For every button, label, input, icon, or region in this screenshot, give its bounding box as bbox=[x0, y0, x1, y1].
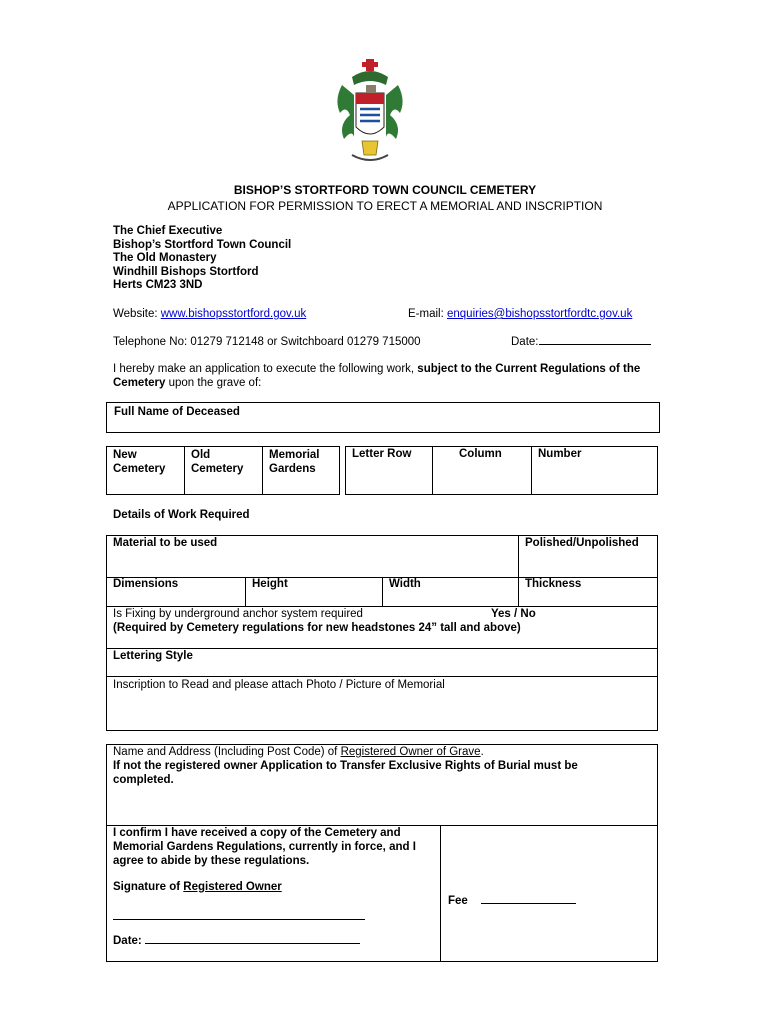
signature-label: Signature of Registered Owner bbox=[113, 881, 282, 893]
lettering-style-field[interactable]: Lettering Style bbox=[113, 650, 193, 662]
council-address bbox=[113, 225, 291, 293]
address-line: Windhill Bishops Stortford bbox=[113, 265, 259, 278]
website-row: Website: www.bishopsstortford.gov.uk bbox=[113, 308, 307, 320]
fixing-question: Is Fixing by underground anchor system required bbox=[113, 608, 363, 620]
height-field[interactable]: Height bbox=[252, 578, 288, 590]
telephone-text: Telephone No: 01279 712148 or Switchboard 01279 715000 bbox=[113, 336, 421, 348]
address-line: Herts CM23 3ND bbox=[113, 279, 203, 292]
fee-field[interactable]: Fee bbox=[448, 895, 576, 907]
material-field[interactable]: Material to be used bbox=[113, 537, 218, 549]
inscription-field[interactable]: Inscription to Read and please attach Photo / Picture of Memorial bbox=[113, 679, 445, 691]
work-heading: Details of Work Required bbox=[113, 509, 250, 521]
intro-paragraph: I hereby make an application to execute the following work, subject to the Current Regulations of the Cemetery upon the grave of: bbox=[113, 363, 641, 389]
column-field[interactable]: Column bbox=[459, 448, 502, 460]
confirm-date-field[interactable]: Date: bbox=[113, 935, 360, 947]
form-subtitle: APPLICATION FOR PERMISSION TO ERECT A MEMORIAL AND INSCRIPTION bbox=[167, 199, 603, 213]
deceased-name-field[interactable]: Full Name of Deceased bbox=[106, 402, 660, 433]
thickness-field[interactable]: Thickness bbox=[525, 578, 582, 590]
address-line: The Chief Executive bbox=[113, 225, 223, 237]
email-row: E-mail: enquiries@bishopsstortfordtc.gov.uk bbox=[408, 308, 633, 320]
memorial-gardens-option[interactable]: Memorial Gardens bbox=[269, 449, 320, 475]
signature-line[interactable] bbox=[113, 919, 365, 920]
polished-field[interactable]: Polished/Unpolished bbox=[525, 537, 639, 549]
address-line: The Old Monastery bbox=[113, 252, 217, 265]
old-cemetery-option[interactable]: Old Cemetery bbox=[191, 449, 244, 475]
council-crest-logo bbox=[330, 55, 410, 170]
form-title: BISHOP’S STORTFORD TOWN COUNCIL CEMETERY bbox=[233, 183, 537, 197]
email-link[interactable]: enquiries@bishopsstortfordtc.gov.uk bbox=[446, 308, 633, 320]
number-field[interactable]: Number bbox=[538, 448, 582, 460]
width-field[interactable]: Width bbox=[389, 578, 421, 590]
new-cemetery-option[interactable]: New Cemetery bbox=[113, 449, 166, 475]
confirm-statement: I confirm I have received a copy of the Cemetery and Memorial Gardens Regulations, currently in force, and I agree to abide by these regulations. bbox=[113, 827, 416, 867]
date-field[interactable]: Date: bbox=[511, 336, 651, 348]
website-link[interactable]: www.bishopsstortford.gov.uk bbox=[160, 308, 307, 320]
yes-no-option[interactable]: Yes / No bbox=[491, 608, 536, 620]
owner-address-field[interactable]: Name and Address (Including Post Code) of Registered Owner of Grave. bbox=[113, 746, 484, 758]
address-line: Bishop’s Stortford Town Council bbox=[113, 238, 292, 251]
transfer-note: If not the registered owner Application to Transfer Exclusive Rights of Burial must be completed. bbox=[113, 760, 578, 786]
dimensions-label: Dimensions bbox=[113, 578, 179, 590]
fixing-note: (Required by Cemetery regulations for new headstones 24” tall and above) bbox=[113, 622, 521, 634]
letter-row-field[interactable]: Letter Row bbox=[352, 448, 412, 460]
